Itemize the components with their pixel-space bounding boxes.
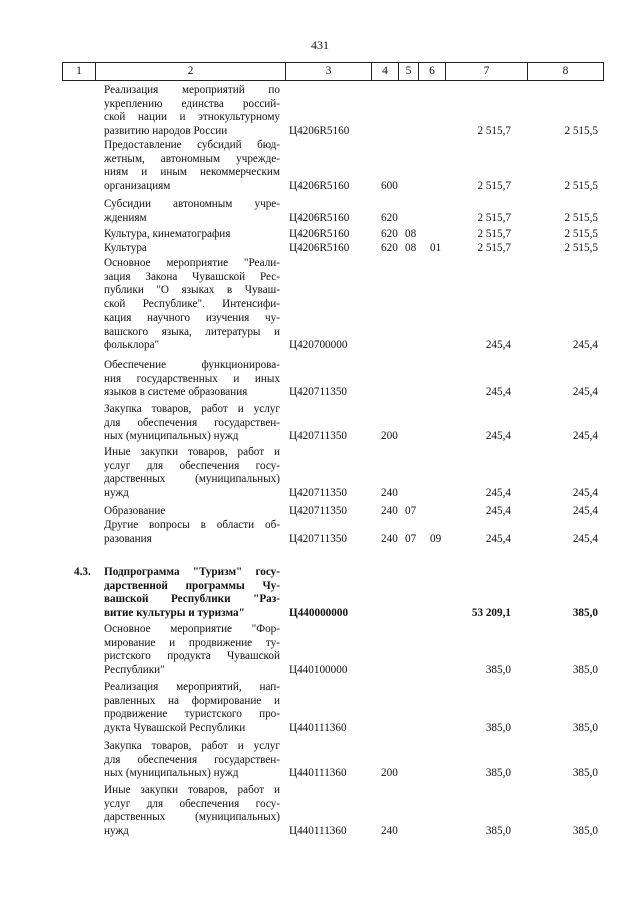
description-line: дарственной программы Чу- [104, 579, 280, 592]
amount-col-7: 2 515,7 [477, 242, 511, 254]
amount-col-8: 2 515,5 [564, 125, 598, 137]
row-description [104, 403, 280, 444]
amount-col-8: 385,0 [572, 664, 598, 676]
expense-type-code: 240 [381, 533, 398, 545]
amount-col-8: 2 515,5 [564, 242, 598, 254]
description-line: вашской Республики "Раз- [104, 593, 280, 606]
description-line: Иные закупки товаров, работ и [104, 784, 280, 796]
description-line: Закупка товаров, работ и услуг [104, 740, 280, 752]
description-line: ской Республике". Интенсифи- [104, 298, 280, 311]
description-line: кация научного изучения чу- [104, 311, 280, 324]
expense-type-code: 600 [381, 180, 398, 192]
amount-col-7: 245,4 [485, 430, 511, 442]
row-number: 4.3. [74, 566, 91, 578]
header-col-8: 8 [527, 63, 604, 80]
amount-col-8: 245,4 [572, 533, 598, 545]
amount-col-7: 385,0 [485, 722, 511, 734]
amount-col-8: 2 515,5 [564, 212, 598, 224]
row-description [104, 505, 280, 519]
description-line: ждениям [104, 211, 147, 224]
page-number: 431 [311, 38, 329, 52]
description-line: Реализация мероприятий по [104, 84, 280, 96]
expense-type-code: 620 [381, 242, 398, 254]
description-line: для обеспечения государствен- [104, 416, 280, 429]
subsection-code: 09 [430, 533, 442, 545]
description-line: ния государственных и иных [104, 372, 280, 385]
row-description [104, 784, 280, 839]
description-line: ных (муниципальных) нужд [104, 430, 239, 443]
target-article-code: Ц4206R5160 [289, 242, 350, 254]
description-line: Культура, кинематография [104, 228, 231, 240]
amount-col-7: 245,4 [485, 386, 511, 398]
section-code: 07 [405, 533, 417, 545]
row-description [104, 740, 280, 781]
amount-col-7: 2 515,7 [477, 180, 511, 192]
row-description [104, 139, 280, 194]
section-code: 08 [405, 242, 417, 254]
description-line: Предоставление субсидий бюд- [104, 139, 280, 151]
target-article-code: Ц440111360 [289, 767, 347, 779]
description-line: Субсидии автономным учре- [104, 198, 280, 210]
amount-col-7: 245,4 [485, 505, 511, 517]
description-line: дарственных (муниципальных) [104, 473, 280, 486]
description-line: равленных на формирование и [104, 694, 280, 707]
expense-type-code: 620 [381, 228, 398, 240]
subsection-code: 01 [430, 242, 442, 254]
target-article-code: Ц420711350 [289, 386, 348, 398]
description-line: Закупка товаров, работ и услуг [104, 403, 280, 415]
amount-col-7: 245,4 [485, 533, 511, 545]
description-line: публики "О языках в Чуваш- [104, 284, 280, 297]
row-description [104, 446, 280, 501]
expense-type-code: 200 [381, 430, 398, 442]
target-article-code: Ц4206R5160 [289, 212, 350, 224]
header-col-3: 3 [285, 63, 371, 80]
description-line: Республики" [104, 664, 165, 677]
target-article-code: Ц420711350 [289, 505, 348, 517]
row-description [104, 198, 280, 225]
expense-type-code: 240 [381, 487, 398, 499]
description-line: Реализация мероприятий, нап- [104, 681, 280, 693]
description-line: для обеспечения государствен- [104, 753, 280, 766]
description-line: нужд [104, 825, 129, 838]
row-description [104, 242, 280, 256]
header-col-1: 1 [62, 63, 95, 80]
amount-col-8: 2 515,5 [564, 180, 598, 192]
section-code: 08 [405, 228, 417, 240]
amount-col-8: 385,0 [572, 607, 598, 619]
description-line: фольклора" [104, 339, 160, 352]
row-description [104, 566, 280, 621]
description-line: ристского продукта Чувашской [104, 650, 280, 663]
description-line: Образование [104, 505, 166, 517]
description-line: ской нации и этнокультурному [104, 111, 280, 124]
description-line: развитию народов России [104, 125, 228, 138]
amount-col-7: 385,0 [485, 664, 511, 676]
description-line: ниям и иным некоммерческим [104, 166, 280, 179]
description-line: Основное мероприятие "Реали- [104, 257, 280, 269]
expense-type-code: 240 [381, 825, 398, 837]
description-line: организациям [104, 180, 171, 193]
target-article-code: Ц420700000 [289, 339, 348, 351]
description-line: ных (муниципальных) нужд [104, 767, 239, 780]
header-col-2: 2 [95, 63, 285, 80]
amount-col-8: 385,0 [572, 722, 598, 734]
row-description [104, 681, 280, 736]
amount-col-7: 53 209,1 [471, 607, 511, 619]
description-line: языков в системе образования [104, 386, 248, 399]
description-line: продвижение туристского про- [104, 708, 280, 721]
row-description [104, 359, 280, 400]
description-line: зация Закона Чувашской Рес- [104, 270, 280, 283]
row-description [104, 623, 280, 678]
target-article-code: Ц420711350 [289, 430, 348, 442]
amount-col-7: 385,0 [485, 825, 511, 837]
target-article-code: Ц4206R5160 [289, 180, 350, 192]
amount-col-8: 245,4 [572, 386, 598, 398]
target-article-code: Ц4206R5160 [289, 125, 350, 137]
amount-col-8: 385,0 [572, 825, 598, 837]
description-line: вашского языка, литературы и [104, 325, 280, 338]
header-col-4: 4 [371, 63, 398, 80]
description-line: витие культуры и туризма" [104, 607, 245, 620]
description-line: нужд [104, 487, 129, 500]
row-description [104, 84, 280, 139]
target-article-code: Ц440111360 [289, 825, 347, 837]
expense-type-code: 240 [381, 505, 398, 517]
description-line: Культура [104, 242, 147, 254]
amount-col-7: 2 515,7 [477, 212, 511, 224]
section-code: 07 [405, 505, 417, 517]
description-line: Основное мероприятие "Фор- [104, 623, 280, 635]
description-line: жетным, автономным учрежде- [104, 152, 280, 165]
target-article-code: Ц440000000 [289, 607, 349, 619]
amount-col-7: 245,4 [485, 487, 511, 499]
amount-col-7: 245,4 [485, 339, 511, 351]
description-line: Иные закупки товаров, работ и [104, 446, 280, 458]
target-article-code: Ц4206R5160 [289, 228, 350, 240]
amount-col-7: 2 515,7 [477, 125, 511, 137]
header-col-5: 5 [398, 63, 418, 80]
target-article-code: Ц420711350 [289, 487, 348, 499]
header-col-6: 6 [418, 63, 445, 80]
amount-col-7: 2 515,7 [477, 228, 511, 240]
expense-type-code: 200 [381, 767, 398, 779]
amount-col-8: 245,4 [572, 505, 598, 517]
amount-col-7: 385,0 [485, 767, 511, 779]
row-description [104, 257, 280, 353]
description-line: мирование и продвижение ту- [104, 636, 280, 649]
description-line: услуг для обеспечения госу- [104, 459, 280, 472]
amount-col-8: 2 515,5 [564, 228, 598, 240]
expense-type-code: 620 [381, 212, 398, 224]
description-line: дарственных (муниципальных) [104, 811, 280, 824]
row-description [104, 519, 280, 546]
description-line: разования [104, 532, 152, 545]
description-line: Подпрограмма "Туризм" госу- [104, 566, 280, 578]
target-article-code: Ц440100000 [289, 664, 348, 676]
target-article-code: Ц440111360 [289, 722, 347, 734]
target-article-code: Ц420711350 [289, 533, 348, 545]
description-line: дукта Чувашской Республики [104, 722, 246, 735]
amount-col-8: 385,0 [572, 767, 598, 779]
row-description [104, 228, 280, 242]
amount-col-8: 245,4 [572, 339, 598, 351]
amount-col-8: 245,4 [572, 487, 598, 499]
amount-col-8: 245,4 [572, 430, 598, 442]
description-line: Обеспечение функционирова- [104, 359, 280, 371]
description-line: Другие вопросы в области об- [104, 519, 280, 531]
description-line: укреплению единства россий- [104, 97, 280, 110]
description-line: услуг для обеспечения госу- [104, 797, 280, 810]
header-col-7: 7 [445, 63, 527, 80]
table-header [62, 62, 604, 81]
